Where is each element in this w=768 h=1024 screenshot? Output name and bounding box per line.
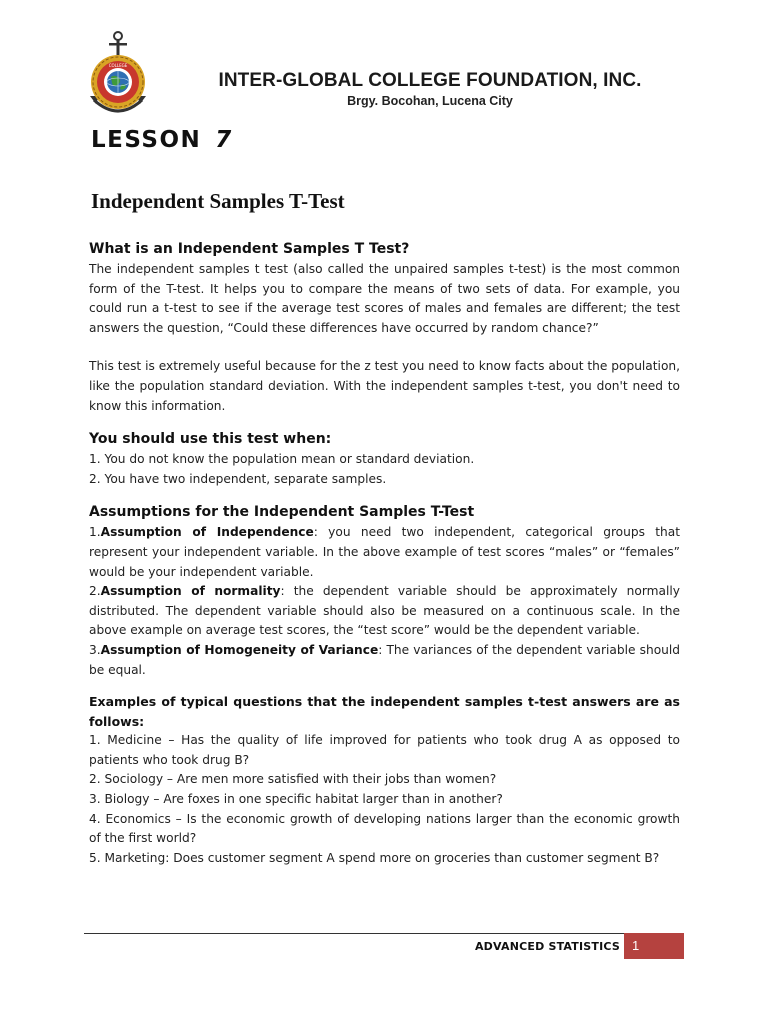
paragraph-usefulness: This test is extremely useful because for the z test you need to know facts about the population, like the population standard deviation. With the independent samples t-test, you don't need to know this information. <box>89 359 680 413</box>
section-heading-assumptions: Assumptions for the Independent Samples T-Test <box>89 504 475 521</box>
assumption-term: Assumption of Homogeneity of Variance <box>100 642 379 657</box>
section-heading-examples: Examples of typical questions that the independent samples t-test answers are as follows: <box>89 694 680 729</box>
college-address: Brgy. Bocohan, Lucena City <box>347 94 513 108</box>
example-item: 5. Marketing: Does customer segment A spend more on groceries than customer segment B? <box>89 850 660 865</box>
example-item: 2. Sociology – Are men more satisfied with their jobs than women? <box>89 772 497 787</box>
page-title: Independent Samples T-Test <box>91 189 345 213</box>
assumption-term: Assumption of Independence <box>100 525 314 540</box>
college-name: INTER-GLOBAL COLLEGE FOUNDATION, INC. <box>218 70 642 91</box>
section-heading-what-is: What is an Independent Samples T Test? <box>89 241 410 257</box>
footer-subject: ADVANCED STATISTICS <box>474 940 620 953</box>
assumption-item: 3.Assumption of Homogeneity of Variance: The variances of the dependent variable should be equal. <box>89 642 681 677</box>
example-item: 3. Biology – Are foxes in one specific habitat larger than in another? <box>89 792 503 807</box>
college-logo-icon <box>86 30 150 122</box>
section-heading-when-to-use: You should use this test when: <box>89 431 332 448</box>
lesson-number: 7 <box>215 127 233 153</box>
example-item: 4. Economics – Is the economic growth of developing nations larger than the economic growth of the first world? <box>89 811 680 846</box>
lesson-content <box>89 238 680 868</box>
example-item: 1. Medicine – Has the quality of life improved for patients who took drug A as opposed to patients who took drug B? <box>89 733 680 767</box>
list-item: 1. You do not know the population mean or standard deviation. <box>89 452 475 467</box>
assumption-item: 2.Assumption of normality: the dependent variable should be approximately normally distributed. The dependent variable should also be measured on a continuous scale. In the above example on average test scores, the “test score” would be the dependent variable. <box>89 584 680 638</box>
page-number: 1 <box>632 938 640 953</box>
list-item: 2. You have two independent, separate samples. <box>89 471 387 486</box>
lesson-heading <box>91 127 233 153</box>
assumption-item: 1.Assumption of Independence: you need two independent, categorical groups that represent your independent variable. In the above example of test scores “males” or “females” would be your independent variable. <box>89 525 680 579</box>
paragraph-definition: The independent samples t test (also called the unpaired samples t-test) is the most common form of the T-test. It helps you to compare the means of two sets of data. For example, you could run a t-test to see if the average test scores of males and females are different; the test answers the question, “Could these differences have occurred by random chance?” <box>89 262 680 335</box>
assumption-term: Assumption of normality <box>100 584 281 599</box>
lesson-label: LESSON <box>91 127 202 153</box>
footer-divider <box>84 933 628 934</box>
svg-text:COLLEGE: COLLEGE <box>108 63 128 68</box>
